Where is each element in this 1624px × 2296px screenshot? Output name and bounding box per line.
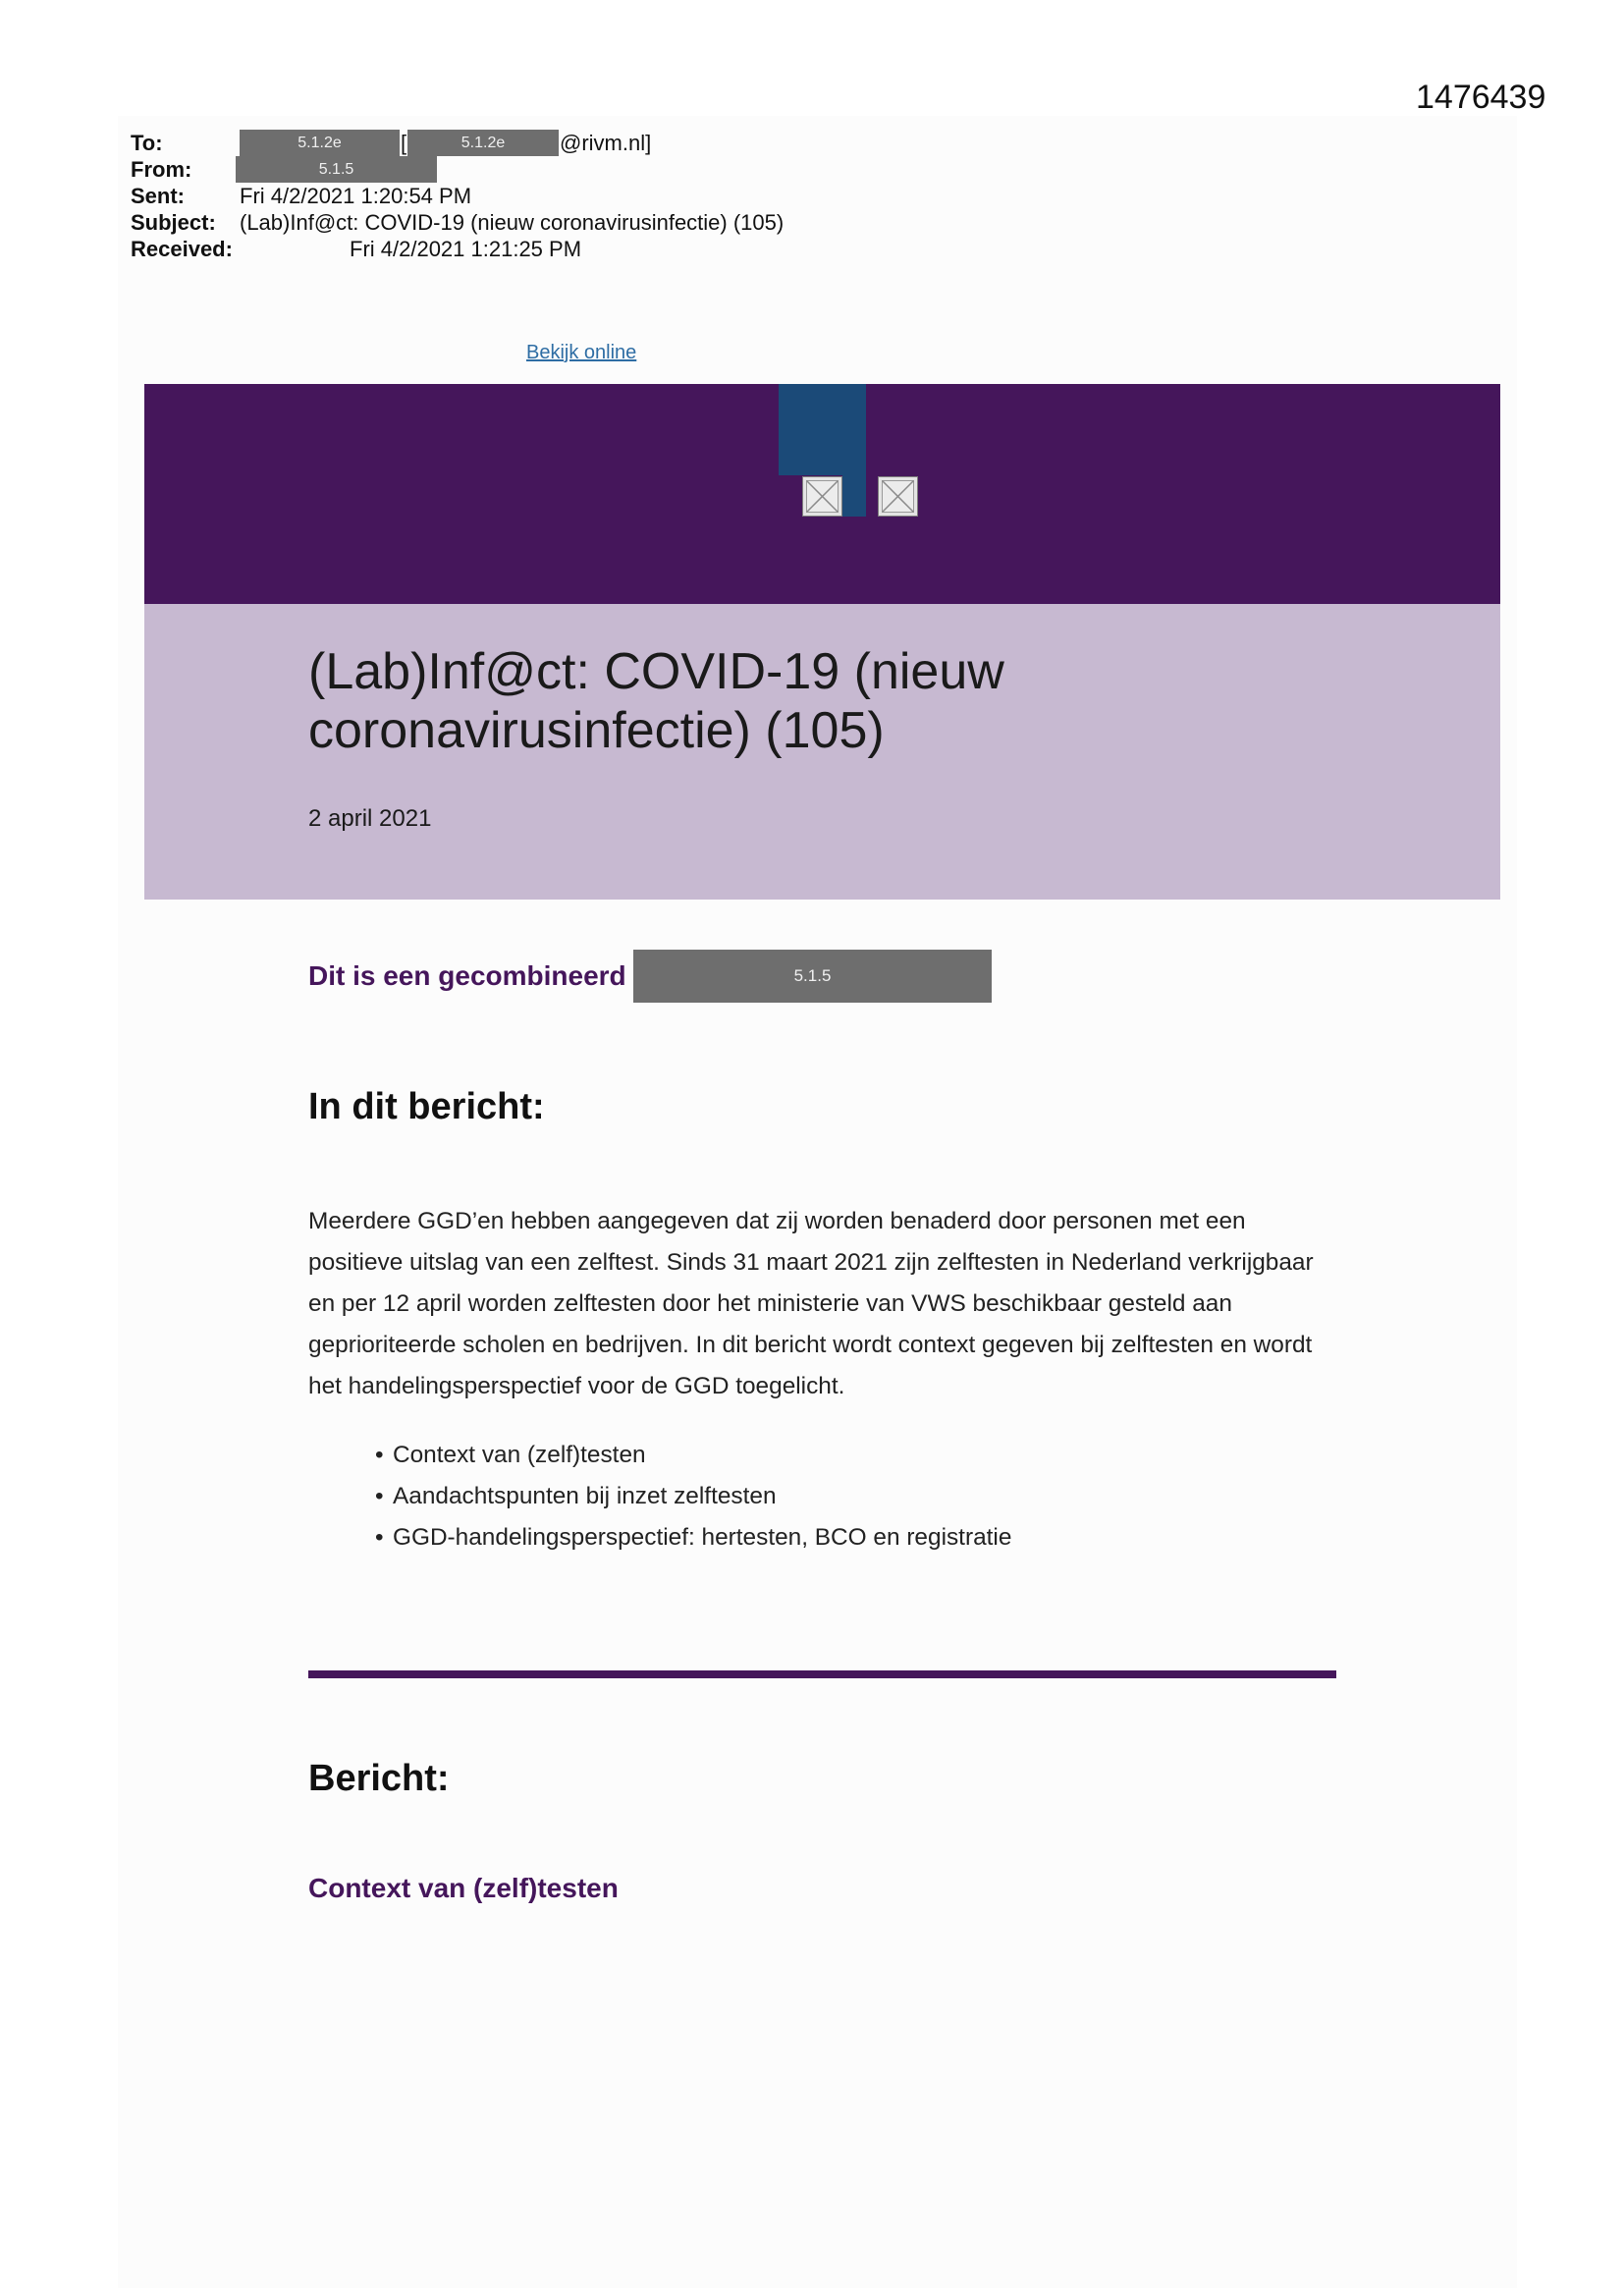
view-online-link[interactable]: Bekijk online [526,342,637,363]
section-heading-in-this-message: In dit bericht: [308,1086,545,1127]
list-item: • Aandachtspunten bij inzet zelftesten [393,1476,1011,1517]
sent-label: Sent: [131,184,185,208]
newsletter-title: (Lab)Inf@ct: COVID-19 (nieuw coronavirusinfectie) (105) [308,643,1004,759]
newsletter-date: 2 april 2021 [308,805,432,832]
subsection-title: Context van (zelf)testen [308,1873,619,1903]
newsletter-banner [144,384,1500,604]
summary-paragraph: Meerdere GGD’en hebben aangegeven dat zij worden benaderd door personen met een positieve uitslag van een zelftest. Sinds 31 maart 2021 zijn zelftesten in Nederland verkrijgbaar en per 12 april worden zelftesten door het ministerie van VWS beschikbaar gesteld aan geprioriteerde scholen en bedrijven. In dit bericht wordt context gegeven bij zelftesten en wordt het handelingsperspectief voor de GGD toegelicht. [308,1208,1314,1399]
document-id: 1476439 [1416,79,1546,116]
to-redaction-2: 5.1.2e [407,130,559,156]
list-item: • GGD-handelingsperspectief: hertesten, BCO en registratie [393,1517,1011,1558]
banner-logo-block [779,384,866,475]
banner-logo-stem [842,475,866,517]
sent-value: Fri 4/2/2021 1:20:54 PM [240,184,472,208]
to-redaction-1: 5.1.2e [240,130,400,156]
received-label: Received: [131,237,233,261]
to-address-suffix: @rivm.nl] [560,131,652,155]
subject-value: (Lab)Inf@ct: COVID-19 (nieuw coronavirusinfectie) (105) [240,210,785,235]
intro-redaction: 5.1.5 [633,950,992,1003]
broken-image-icon [802,476,842,517]
received-value: Fri 4/2/2021 1:21:25 PM [350,237,582,261]
from-redaction: 5.1.5 [236,156,437,183]
from-label: From: [131,157,192,182]
to-label: To: [131,131,163,155]
section-heading-message: Bericht: [308,1758,450,1799]
broken-image-icon [878,476,918,517]
section-divider [308,1670,1336,1678]
subject-label: Subject: [131,210,216,235]
intro-text: Dit is een gecombineerd [308,960,626,991]
list-item: • Context van (zelf)testen [393,1435,1011,1476]
to-bracket: [ [401,131,407,155]
topic-list [393,1435,1011,1558]
